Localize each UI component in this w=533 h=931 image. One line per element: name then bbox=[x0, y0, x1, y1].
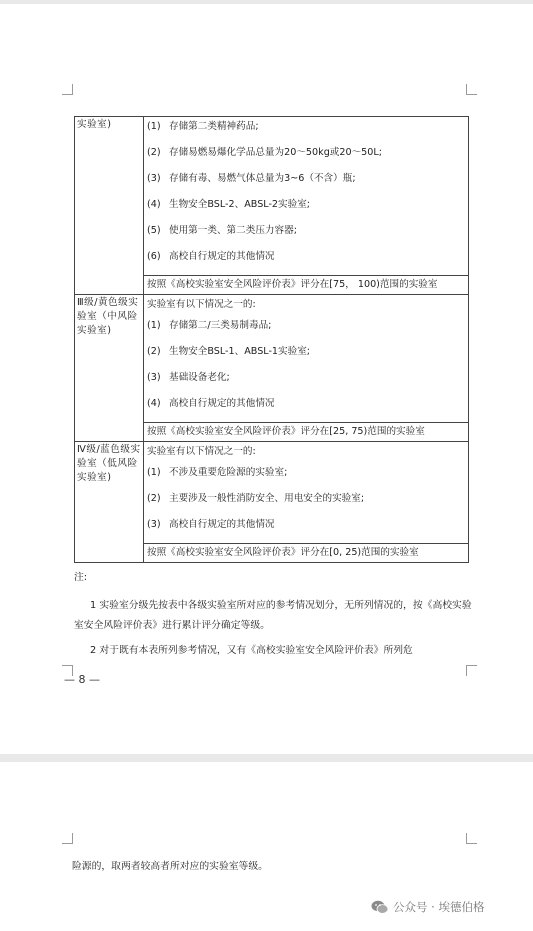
list-item bbox=[147, 368, 465, 394]
item-text: 高校自行规定的其他情况 bbox=[169, 398, 275, 409]
list-item bbox=[147, 195, 465, 221]
level-label: Ⅳ级/蓝色级实验室（低风险实验室) bbox=[77, 444, 141, 483]
item-number: (4) bbox=[147, 199, 161, 210]
crop-mark-top-right bbox=[466, 833, 477, 844]
item-number: (2) bbox=[147, 346, 161, 357]
item-text: 存储易燃易爆化学品总量为20～50kg或20～50L; bbox=[169, 147, 382, 158]
score-cell: 按照《高校实验室安全风险评价表》评分在[0, 25)范围的实验室 bbox=[144, 544, 469, 563]
item-text: 存储有毒、易燃气体总量为3~6（不含）瓶; bbox=[169, 173, 356, 184]
item-text: 基础设备老化; bbox=[169, 372, 230, 383]
item-number: (2) bbox=[147, 493, 161, 504]
page-number: — 8 — bbox=[64, 673, 100, 686]
crop-mark-top-left bbox=[62, 833, 73, 844]
item-number: (1) bbox=[147, 320, 161, 331]
table-row bbox=[75, 442, 469, 544]
item-text: 存储第二/三类易制毒品; bbox=[169, 320, 272, 331]
watermark-text: 公众号 · 埃德伯格 bbox=[393, 900, 485, 914]
crop-mark-bottom-right bbox=[466, 665, 477, 676]
list-item bbox=[147, 117, 465, 143]
item-number: (1) bbox=[147, 121, 161, 132]
lab-grading-table bbox=[74, 116, 469, 563]
list-item bbox=[147, 394, 465, 420]
level-cell bbox=[75, 295, 144, 442]
level-label: Ⅲ级/黄色级实验室（中风险实验室) bbox=[77, 297, 139, 336]
level-label: 实验室) bbox=[77, 119, 112, 130]
item-number: (2) bbox=[147, 147, 161, 158]
item-number: (5) bbox=[147, 225, 161, 236]
level-cell bbox=[75, 442, 144, 563]
notes-label: 注: bbox=[74, 572, 88, 583]
criteria-cell bbox=[144, 442, 469, 544]
crop-mark-top-left bbox=[62, 84, 73, 95]
list-item bbox=[147, 247, 465, 273]
table-row bbox=[75, 295, 469, 423]
criteria-cell bbox=[144, 295, 469, 423]
list-item bbox=[147, 489, 465, 515]
item-text: 高校自行规定的其他情况 bbox=[169, 251, 275, 262]
document-page-1 bbox=[0, 4, 533, 754]
criteria-intro: 实验室有以下情况之一的: bbox=[147, 446, 256, 457]
score-cell: 按照《高校实验室安全风险评价表》评分在[25, 75)范围的实验室 bbox=[144, 423, 469, 442]
list-item bbox=[147, 169, 465, 195]
watermark bbox=[371, 899, 484, 915]
crop-mark-top-right bbox=[466, 84, 477, 95]
item-number: (4) bbox=[147, 398, 161, 409]
item-text: 生物安全BSL-1、ABSL-1实验室; bbox=[169, 346, 311, 357]
criteria-intro: 实验室有以下情况之一的: bbox=[147, 299, 256, 310]
item-number: (6) bbox=[147, 251, 161, 262]
continuation-text: 险源的，取两者较高者所对应的实验室等级。 bbox=[72, 861, 268, 872]
list-item bbox=[147, 342, 465, 368]
list-item bbox=[147, 515, 465, 541]
note-1: 1 实验室分级先按表中各级实验室所对应的参考情况划分，无所列情况的，按《高校实验室安全风险评价表》进行累计评分确定等级。 bbox=[74, 600, 472, 631]
document-page-2 bbox=[0, 762, 533, 931]
score-cell: 按照《高校实验室安全风险评价表》评分在[75， 100)范围的实验室 bbox=[144, 276, 469, 295]
wechat-icon bbox=[371, 900, 389, 915]
item-number: (3) bbox=[147, 372, 161, 383]
list-item bbox=[147, 143, 465, 169]
note-2: 2 对于既有本表所列参考情况，又有《高校实验室安全风险评价表》所列危 bbox=[90, 645, 413, 656]
level-cell bbox=[75, 117, 144, 295]
item-text: 不涉及重要危险源的实验室; bbox=[169, 467, 288, 478]
item-text: 生物安全BSL-2、ABSL-2实验室; bbox=[169, 199, 311, 210]
criteria-cell bbox=[144, 117, 469, 276]
list-item bbox=[147, 316, 465, 342]
list-item bbox=[147, 463, 465, 489]
table-row bbox=[75, 117, 469, 276]
item-number: (3) bbox=[147, 173, 161, 184]
item-text: 存储第二类精神药品; bbox=[169, 121, 259, 132]
item-number: (3) bbox=[147, 519, 161, 530]
item-number: (1) bbox=[147, 467, 161, 478]
item-text: 高校自行规定的其他情况 bbox=[169, 519, 275, 530]
list-item bbox=[147, 221, 465, 247]
item-text: 主要涉及一般性消防安全、用电安全的实验室; bbox=[169, 493, 365, 504]
item-text: 使用第一类、第二类压力容器; bbox=[169, 225, 297, 236]
